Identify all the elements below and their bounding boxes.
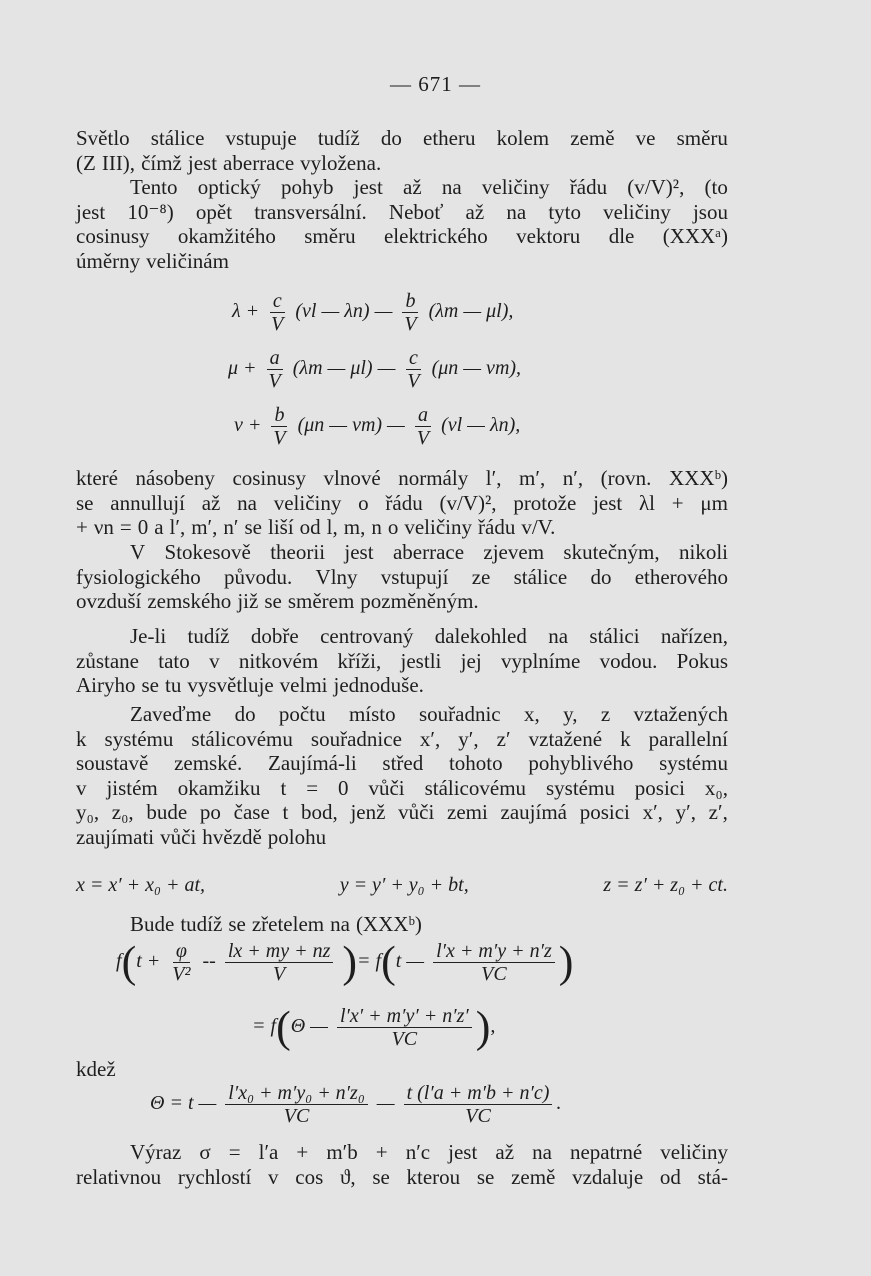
- paragraph-3: [76, 466, 728, 540]
- text-line: Tento optický pohyb jest až na veličiny řádu (v/V)², (to: [130, 175, 728, 199]
- paragraph-9: [76, 1140, 728, 1189]
- text-line: Bude tudíž se zřetelem na (XXXᵇ): [130, 912, 422, 936]
- text-line: Výraz σ = l′a + m′b + n′c jest až na nepatrné veličiny: [130, 1140, 728, 1164]
- text-line: relativnou rychlostí v cos ϑ, se kterou se země vzdaluje od stá-: [76, 1164, 728, 1189]
- eq-term: (λm — μl),: [428, 300, 514, 323]
- fraction: $\frac{\varphi}{\text{V²}}$: [172, 940, 191, 985]
- text-line: úměrny veličinám: [76, 248, 229, 273]
- text-line: Airyho se tu vysvětluje velmi jednoduše.: [76, 673, 424, 698]
- eq-term: (νl — λn) —: [295, 300, 393, 323]
- text-line: V Stokesově theorii jest aberrace zjevem skutečným, nikoli: [130, 540, 728, 564]
- eq-term: Θ —: [290, 1015, 328, 1038]
- paragraph-7: [76, 912, 728, 937]
- fraction: $\frac{c}{V}$: [407, 347, 420, 392]
- text-line: ovzduší zemského již se směrem pozměněným.: [76, 589, 479, 614]
- eq-term: t —: [395, 950, 425, 973]
- fraction: $\frac{\text{l′x₀ + m′y₀ + n′z₀}}{VC}$: [225, 1082, 368, 1127]
- paren-open: (: [276, 1002, 291, 1052]
- paragraph-2: [76, 175, 728, 273]
- equation-coordinates: [76, 874, 728, 897]
- fraction: $\frac{lx + my + nz}{V}$: [225, 940, 334, 985]
- paragraph-8: [76, 1057, 728, 1082]
- text-line: cosinusy okamžitého směru elektrického vektoru dle (XXXᵃ): [76, 224, 728, 249]
- fraction: $\frac{a}{V}$: [416, 404, 430, 449]
- equation-theta: [150, 1082, 561, 1127]
- paragraph-1: [76, 126, 728, 175]
- equation-wave-line1: [116, 937, 574, 987]
- text-line: které násobeny cosinusy vlnové normály l′, m′, n′, (rovn. XXXᵇ): [76, 466, 728, 490]
- text-line: + νn = 0 a l′, m′, n′ se liší od l, m, n o veličiny řádu v/V.: [76, 515, 556, 540]
- text-line: v jistém okamžiku t = 0 vůči stálicovému systému posici x₀,: [76, 775, 728, 800]
- eq-term: (νl — λn),: [441, 414, 521, 437]
- paragraph-6: [76, 702, 728, 850]
- eq-term: t +: [136, 950, 161, 973]
- equation-nu: [234, 404, 520, 449]
- eq-term: .: [556, 1092, 562, 1115]
- text-line: Světlo stálice vstupuje tudíž do etheru kolem země ve směru: [76, 126, 728, 150]
- text-line: zůstane tato v nitkovém kříži, jestli jej vyplníme vodou. Pokus: [76, 648, 728, 673]
- eq-term: --: [202, 950, 216, 973]
- eq-term: λ +: [232, 300, 260, 323]
- eq-term: ,: [490, 1015, 496, 1038]
- paren-close: ): [342, 937, 358, 987]
- paren-close: ): [475, 1002, 491, 1052]
- text-line: jest 10⁻⁸) opět transversální. Neboť až na tyto veličiny jsou: [76, 199, 728, 224]
- eq-term: ν +: [234, 414, 262, 437]
- equation-mu: [228, 347, 521, 392]
- eq-z: z = z′ + z₀ + ct.: [603, 874, 728, 896]
- paragraph-4: [76, 540, 728, 614]
- eq-y: y = y′ + y₀ + bt,: [339, 874, 469, 896]
- eq-term: f: [116, 950, 122, 973]
- fraction: $\frac{l'x + m'y + n'z}{VC}$: [433, 940, 555, 985]
- fraction: $\frac{l'x' + m'y' + n'z'}{VC}$: [337, 1005, 472, 1050]
- eq-term: = f: [252, 1015, 277, 1038]
- text-line: kdež: [76, 1057, 116, 1081]
- eq-term: (μn — νm) —: [297, 414, 405, 437]
- eq-term: Θ = t —: [150, 1092, 217, 1115]
- text-line: zaujímati vůči hvězdě polohu: [76, 824, 327, 849]
- paren-close: ): [558, 937, 574, 987]
- text-line: fysiologického původu. Vlny vstupují ze stálice do etherového: [76, 564, 728, 589]
- eq-term: = f: [357, 950, 382, 973]
- paren-open: (: [381, 937, 396, 987]
- text-line: Zaveďme do počtu místo souřadnic x, y, z vztažených: [130, 702, 728, 726]
- fraction: $\frac{a}{V}$: [268, 347, 281, 392]
- fraction: $\frac{t (l'a + m'b + n'c)}{VC}$: [404, 1082, 553, 1127]
- eq-term: (λm — μl) —: [292, 357, 396, 380]
- eq-term: —: [376, 1092, 395, 1115]
- text-line: y₀, z₀, bude po čase t bod, jenž vůči zemi zaujímá posici x′, y′, z′,: [76, 800, 728, 825]
- eq-x: x = x′ + x₀ + at,: [76, 874, 206, 896]
- equation-wave-line2: [252, 1002, 496, 1052]
- page-number: — 671 —: [390, 72, 481, 96]
- text-line: k systému stálicovému souřadnice x′, y′, z′ vztažené k parallelní: [76, 726, 728, 751]
- fraction: $\frac{c}{V}$: [271, 290, 284, 335]
- text-line: Je-li tudíž dobře centrovaný dalekohled na stálici nařízen,: [130, 624, 728, 648]
- eq-term: μ +: [228, 357, 257, 380]
- equation-lambda: [232, 290, 513, 335]
- eq-term: (μn — νm),: [431, 357, 522, 380]
- paragraph-5: [76, 624, 728, 698]
- paren-open: (: [121, 937, 137, 987]
- fraction: $\frac{b}{V}$: [273, 404, 286, 449]
- text-line: (Z III), čímž jest aberrace vyložena.: [76, 150, 382, 175]
- fraction: $\frac{b}{V}$: [404, 290, 417, 335]
- text-line: se annullují až na veličiny o řádu (v/V)², protože jest λl + μm: [76, 490, 728, 515]
- text-line: soustavě zemské. Zaujímá-li střed tohoto pohyblivého systému: [76, 751, 728, 776]
